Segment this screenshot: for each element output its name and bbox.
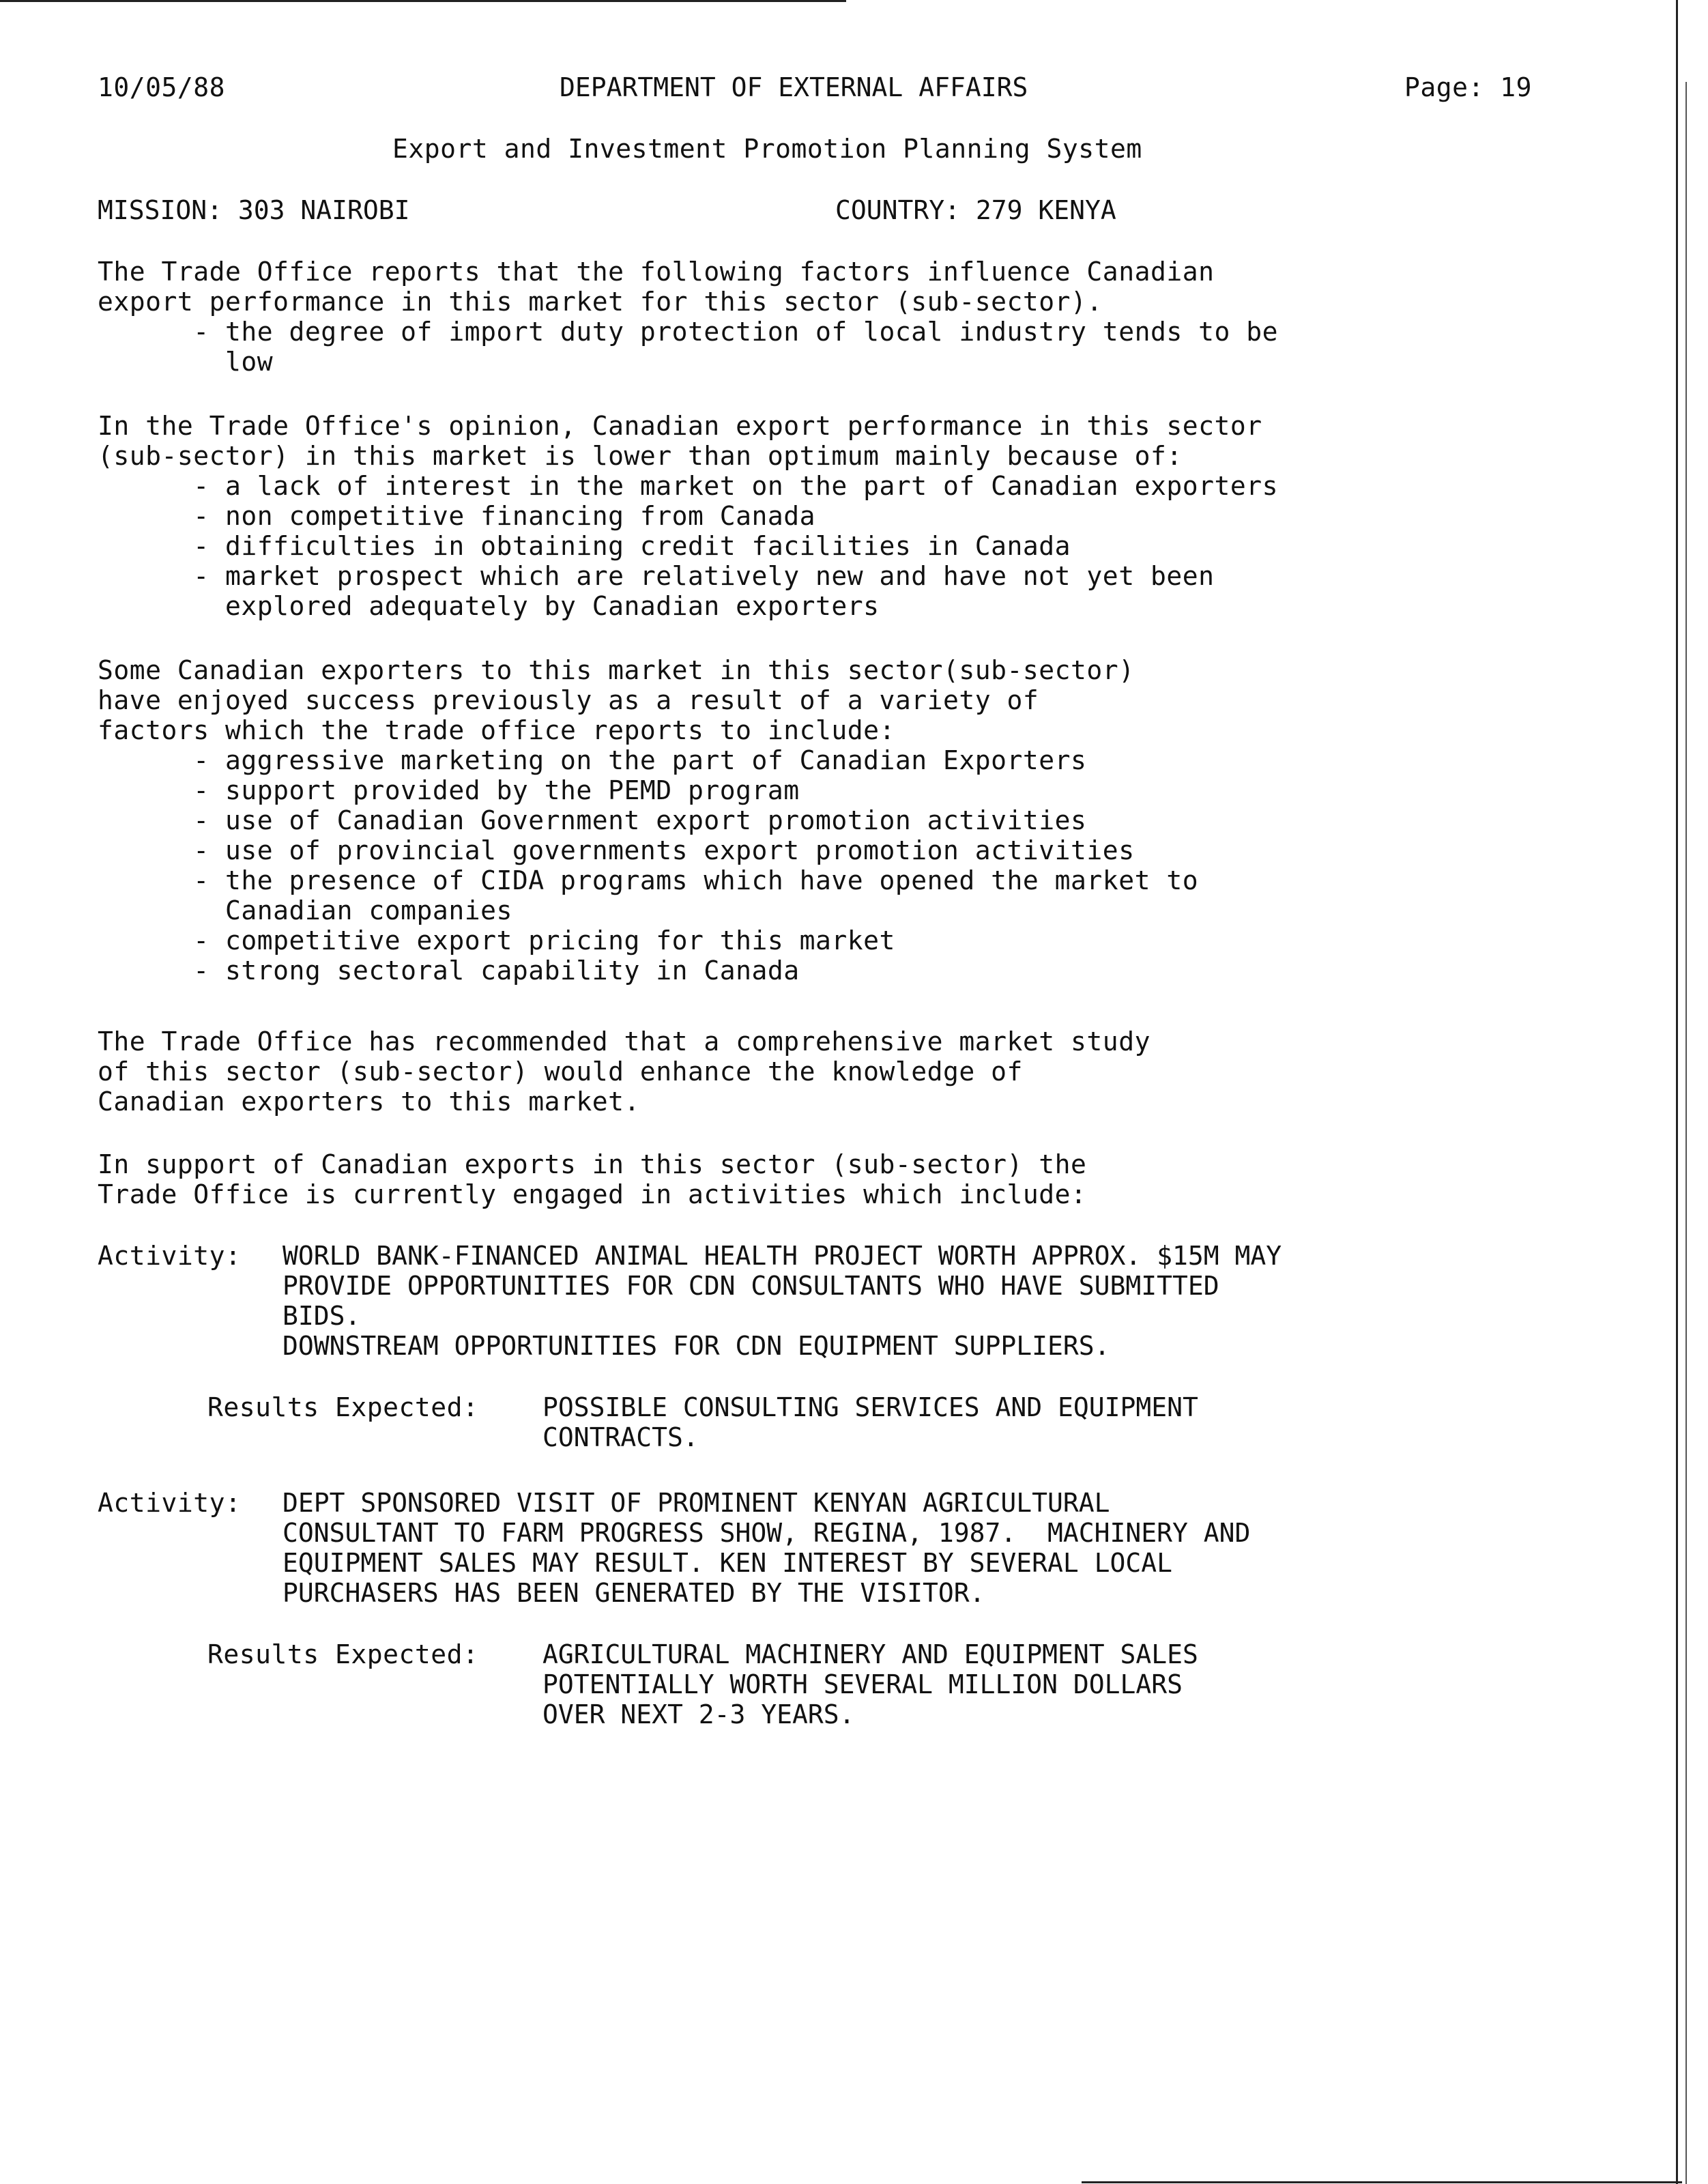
activity-label: Activity: [98, 1488, 242, 1518]
activity-line: BIDS. [283, 1301, 361, 1331]
bullet-line: Canadian companies [98, 895, 512, 925]
bullet-line: - competitive export pricing for this market [98, 925, 895, 956]
bullet-line: - difficulties in obtaining credit facilities in Canada [98, 531, 1071, 561]
bullet-line: explored adequately by Canadian exporters [98, 591, 880, 621]
bullet-line: - market prospect which are relatively new and have not yet been [98, 561, 1215, 591]
mission-label: MISSION: 303 NAIROBI [98, 195, 410, 225]
activity-line: PURCHASERS HAS BEEN GENERATED BY THE VISITOR. [283, 1578, 985, 1608]
results-line: POSSIBLE CONSULTING SERVICES AND EQUIPMENT [542, 1392, 1198, 1422]
top-rule [0, 0, 846, 2]
system-title: Export and Investment Promotion Planning System [392, 134, 1142, 164]
activity-line: WORLD BANK-FINANCED ANIMAL HEALTH PROJECT WORTH APPROX. $15M MAY [283, 1241, 1282, 1271]
results-expected-label: Results Expected: [207, 1639, 479, 1669]
right-edge-rule-inner [1685, 82, 1687, 2184]
results-line: CONTRACTS. [542, 1422, 699, 1452]
activity-line: EQUIPMENT SALES MAY RESULT. KEN INTEREST BY SEVERAL LOCAL [283, 1548, 1173, 1578]
paragraph-line: Trade Office is currently engaged in activities which include: [98, 1179, 1087, 1209]
results-line: AGRICULTURAL MACHINERY AND EQUIPMENT SALES [542, 1639, 1198, 1669]
report-date: 10/05/88 [98, 72, 226, 102]
bottom-rule [1082, 2181, 1682, 2183]
paragraph-line: In the Trade Office's opinion, Canadian export performance in this sector [98, 411, 1262, 441]
bullet-line: - the degree of import duty protection of local industry tends to be [98, 317, 1278, 347]
bullet-line: - support provided by the PEMD program [98, 775, 800, 805]
activity-line: PROVIDE OPPORTUNITIES FOR CDN CONSULTANTS WHO HAVE SUBMITTED [283, 1271, 1219, 1301]
paragraph-line: The Trade Office reports that the following factors influence Canadian [98, 257, 1215, 287]
bullet-line: - aggressive marketing on the part of Canadian Exporters [98, 745, 1087, 775]
paragraph-line: Some Canadian exporters to this market in this sector(sub-sector) [98, 655, 1135, 685]
bullet-line: - the presence of CIDA programs which have opened the market to [98, 865, 1199, 895]
results-expected-label: Results Expected: [207, 1392, 479, 1422]
bullet-line: - use of provincial governments export promotion activities [98, 835, 1135, 865]
results-line: OVER NEXT 2-3 YEARS. [542, 1699, 855, 1729]
department-title: DEPARTMENT OF EXTERNAL AFFAIRS [560, 72, 1028, 102]
paragraph-line: of this sector (sub-sector) would enhance the knowledge of [98, 1057, 1023, 1087]
bullet-line: - a lack of interest in the market on the part of Canadian exporters [98, 471, 1278, 501]
right-edge-rule [1676, 0, 1678, 2184]
paragraph-line: factors which the trade office reports to include: [98, 715, 895, 745]
activity-label: Activity: [98, 1241, 242, 1271]
bullet-line: - non competitive financing from Canada [98, 501, 816, 531]
page-number: Page: 19 [1404, 72, 1533, 102]
paragraph-line: Canadian exporters to this market. [98, 1087, 640, 1117]
country-label: COUNTRY: 279 KENYA [835, 195, 1116, 225]
paragraph-line: The Trade Office has recommended that a comprehensive market study [98, 1026, 1150, 1057]
bullet-line: low [98, 347, 274, 377]
activity-line: DEPT SPONSORED VISIT OF PROMINENT KENYAN AGRICULTURAL [283, 1488, 1110, 1518]
activity-line: DOWNSTREAM OPPORTUNITIES FOR CDN EQUIPMENT SUPPLIERS. [283, 1331, 1110, 1361]
paragraph-line: export performance in this market for this sector (sub-sector). [98, 287, 1103, 317]
paragraph-line: (sub-sector) in this market is lower than optimum mainly because of: [98, 441, 1183, 471]
bullet-line: - use of Canadian Government export promotion activities [98, 805, 1087, 835]
results-line: POTENTIALLY WORTH SEVERAL MILLION DOLLARS [542, 1669, 1183, 1699]
paragraph-line: In support of Canadian exports in this sector (sub-sector) the [98, 1149, 1087, 1179]
activity-line: CONSULTANT TO FARM PROGRESS SHOW, REGINA, 1987. MACHINERY AND [283, 1518, 1251, 1548]
bullet-line: - strong sectoral capability in Canada [98, 956, 800, 986]
paragraph-line: have enjoyed success previously as a result of a variety of [98, 685, 1039, 715]
